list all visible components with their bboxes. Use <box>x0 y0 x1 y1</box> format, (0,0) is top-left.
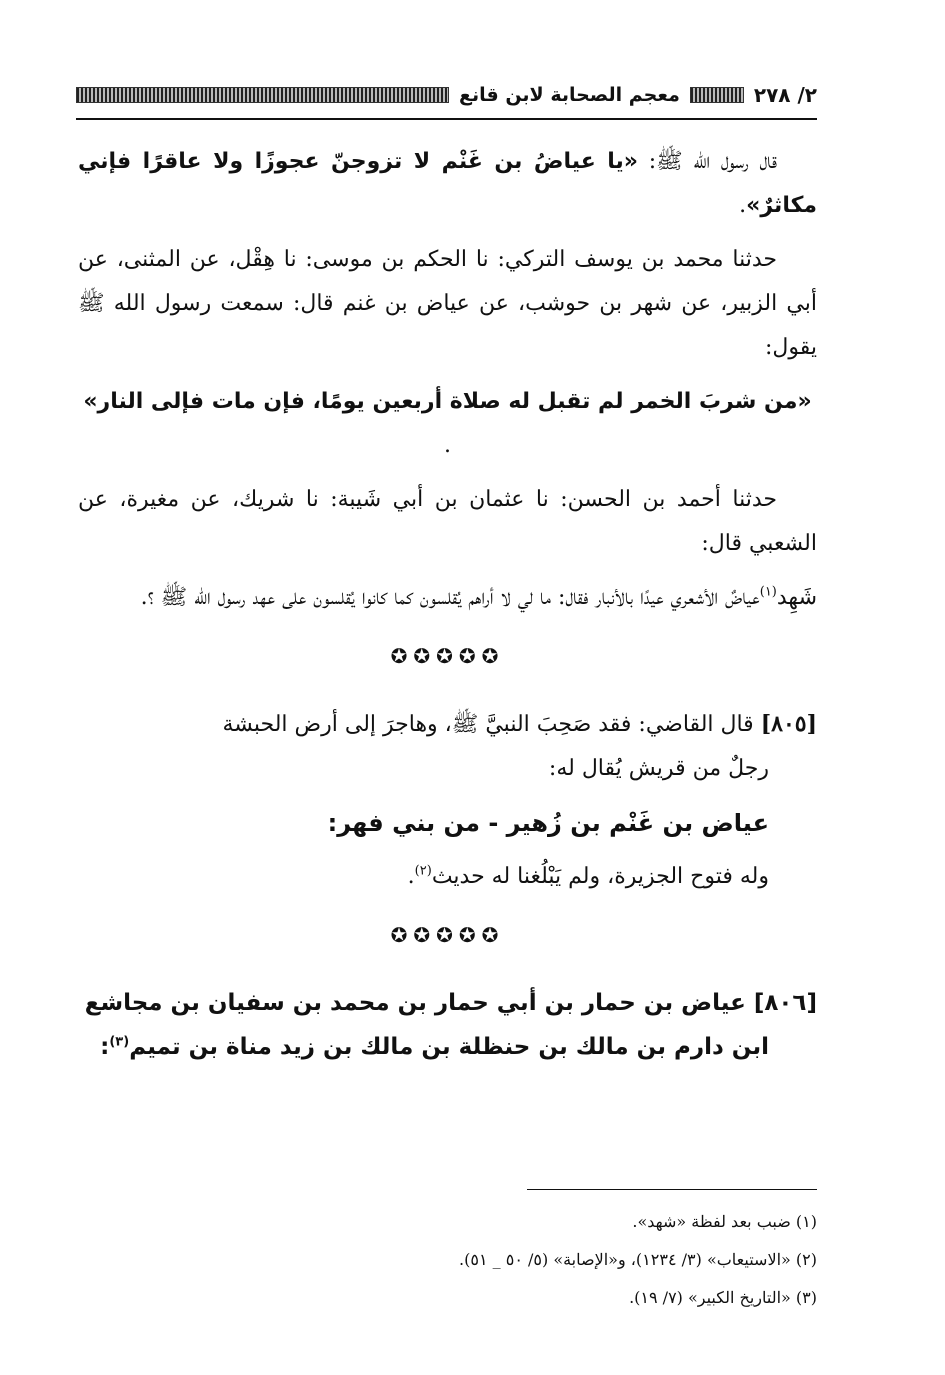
punctuation: . <box>407 864 415 889</box>
section-separator: ✪✪✪✪✪ <box>390 644 505 668</box>
hadith-quote: «من شربَ الخمر لم تقبل له صلاة أربعين يومًا، فإن مات فإلى النار» <box>83 389 812 414</box>
hadith-quote: «يا عياضُ بن غَنْم لا تزوجنّ عجوزًا ولا عاقرًا فإني مكاثرٌ» <box>78 149 817 218</box>
header-rule <box>76 118 817 120</box>
footnote-2: (٢) «الاستيعاب» (٣/ ١٢٣٤)، و«الإصابة» (٥/ ٥٠ _ ٥١). <box>459 1250 817 1269</box>
footnote-ref-1[interactable]: (١) <box>759 584 777 600</box>
paragraph-hadith-2 <box>78 380 817 468</box>
entry-805 <box>78 702 817 747</box>
paragraph-isnad-2: حدثنا أحمد بن الحسن: نا عثمان بن أبي شَيبة: نا شريك، عن مغيرة، عن الشعبي قال: <box>78 487 817 556</box>
entry-note-text: وله فتوح الجزيرة، ولم يَبْلُغنا له حديث <box>431 864 769 889</box>
entry-806-line2 <box>78 1025 817 1069</box>
entry-text: قال القاضي: فقد صَحِبَ النبيَّ ﷺ، وهاجرَ إلى أرض الحبشة <box>222 712 754 737</box>
entry-805-line2: رجلٌ من قريش يُقال له: <box>548 756 769 781</box>
paragraph-lead: شَهِد <box>776 585 817 610</box>
header-page-number: ٢/ ٢٧٨ <box>753 83 817 107</box>
entry-number: [٨٠٦] <box>753 990 817 1016</box>
main-text <box>78 140 817 1079</box>
paragraph-athar <box>78 576 817 620</box>
running-header <box>76 80 817 110</box>
entry-number: [٨٠٥] <box>760 711 817 737</box>
entry-806 <box>78 981 817 1025</box>
section-separator-2: ✪✪✪✪✪ <box>390 923 505 947</box>
entry-805-note <box>78 855 817 899</box>
paragraph-text: عياضٌ الأشعري عيدًا بالأنبار فقال: ما لي لا أراهم يُقلسون كما كانوا يُقلسون على عهد رسول الله ﷺ ؟. <box>140 585 760 610</box>
footnote-ref-2[interactable]: (٢) <box>414 863 432 879</box>
entry-text: عياض بن حمار بن أبي حمار بن محمد بن سفيان بن مجاشع <box>84 990 746 1016</box>
footnote-3: (٣) «التاريخ الكبير» (٧/ ١٩). <box>629 1288 817 1307</box>
punctuation: . <box>739 193 747 218</box>
footnotes <box>78 1203 817 1317</box>
entry-805-name: عياض بن غَنْم بن زُهير - من بني فهر: <box>327 809 769 837</box>
paragraph-text: قال رسول الله ﷺ: <box>637 149 777 174</box>
footnote-rule <box>527 1189 817 1190</box>
header-ornament-right <box>690 87 744 103</box>
header-title: معجم الصحابة لابن قانع <box>459 84 680 106</box>
header-ornament-middle <box>76 87 449 103</box>
paragraph-isnad-1: حدثنا محمد بن يوسف التركي: نا الحكم بن موسى: نا هِقْل، عن المثنى، عن أبي الزبير، عن شهر بن حوشب، عن عياض بن غنم قال: سمعت رسول الله ﷺ يقول: <box>78 247 817 360</box>
punctuation: . <box>444 433 451 458</box>
footnote-1: (١) ضبب بعد لفظة «شهد». <box>632 1212 817 1231</box>
entry-text: ابن دارم بن مالك بن حنظلة بن مالك بن زيد مناة بن تميم <box>129 1034 769 1060</box>
punctuation: : <box>100 1034 110 1060</box>
footnote-ref-3[interactable]: (٣) <box>109 1034 130 1050</box>
paragraph-hadith-1 <box>78 140 817 228</box>
